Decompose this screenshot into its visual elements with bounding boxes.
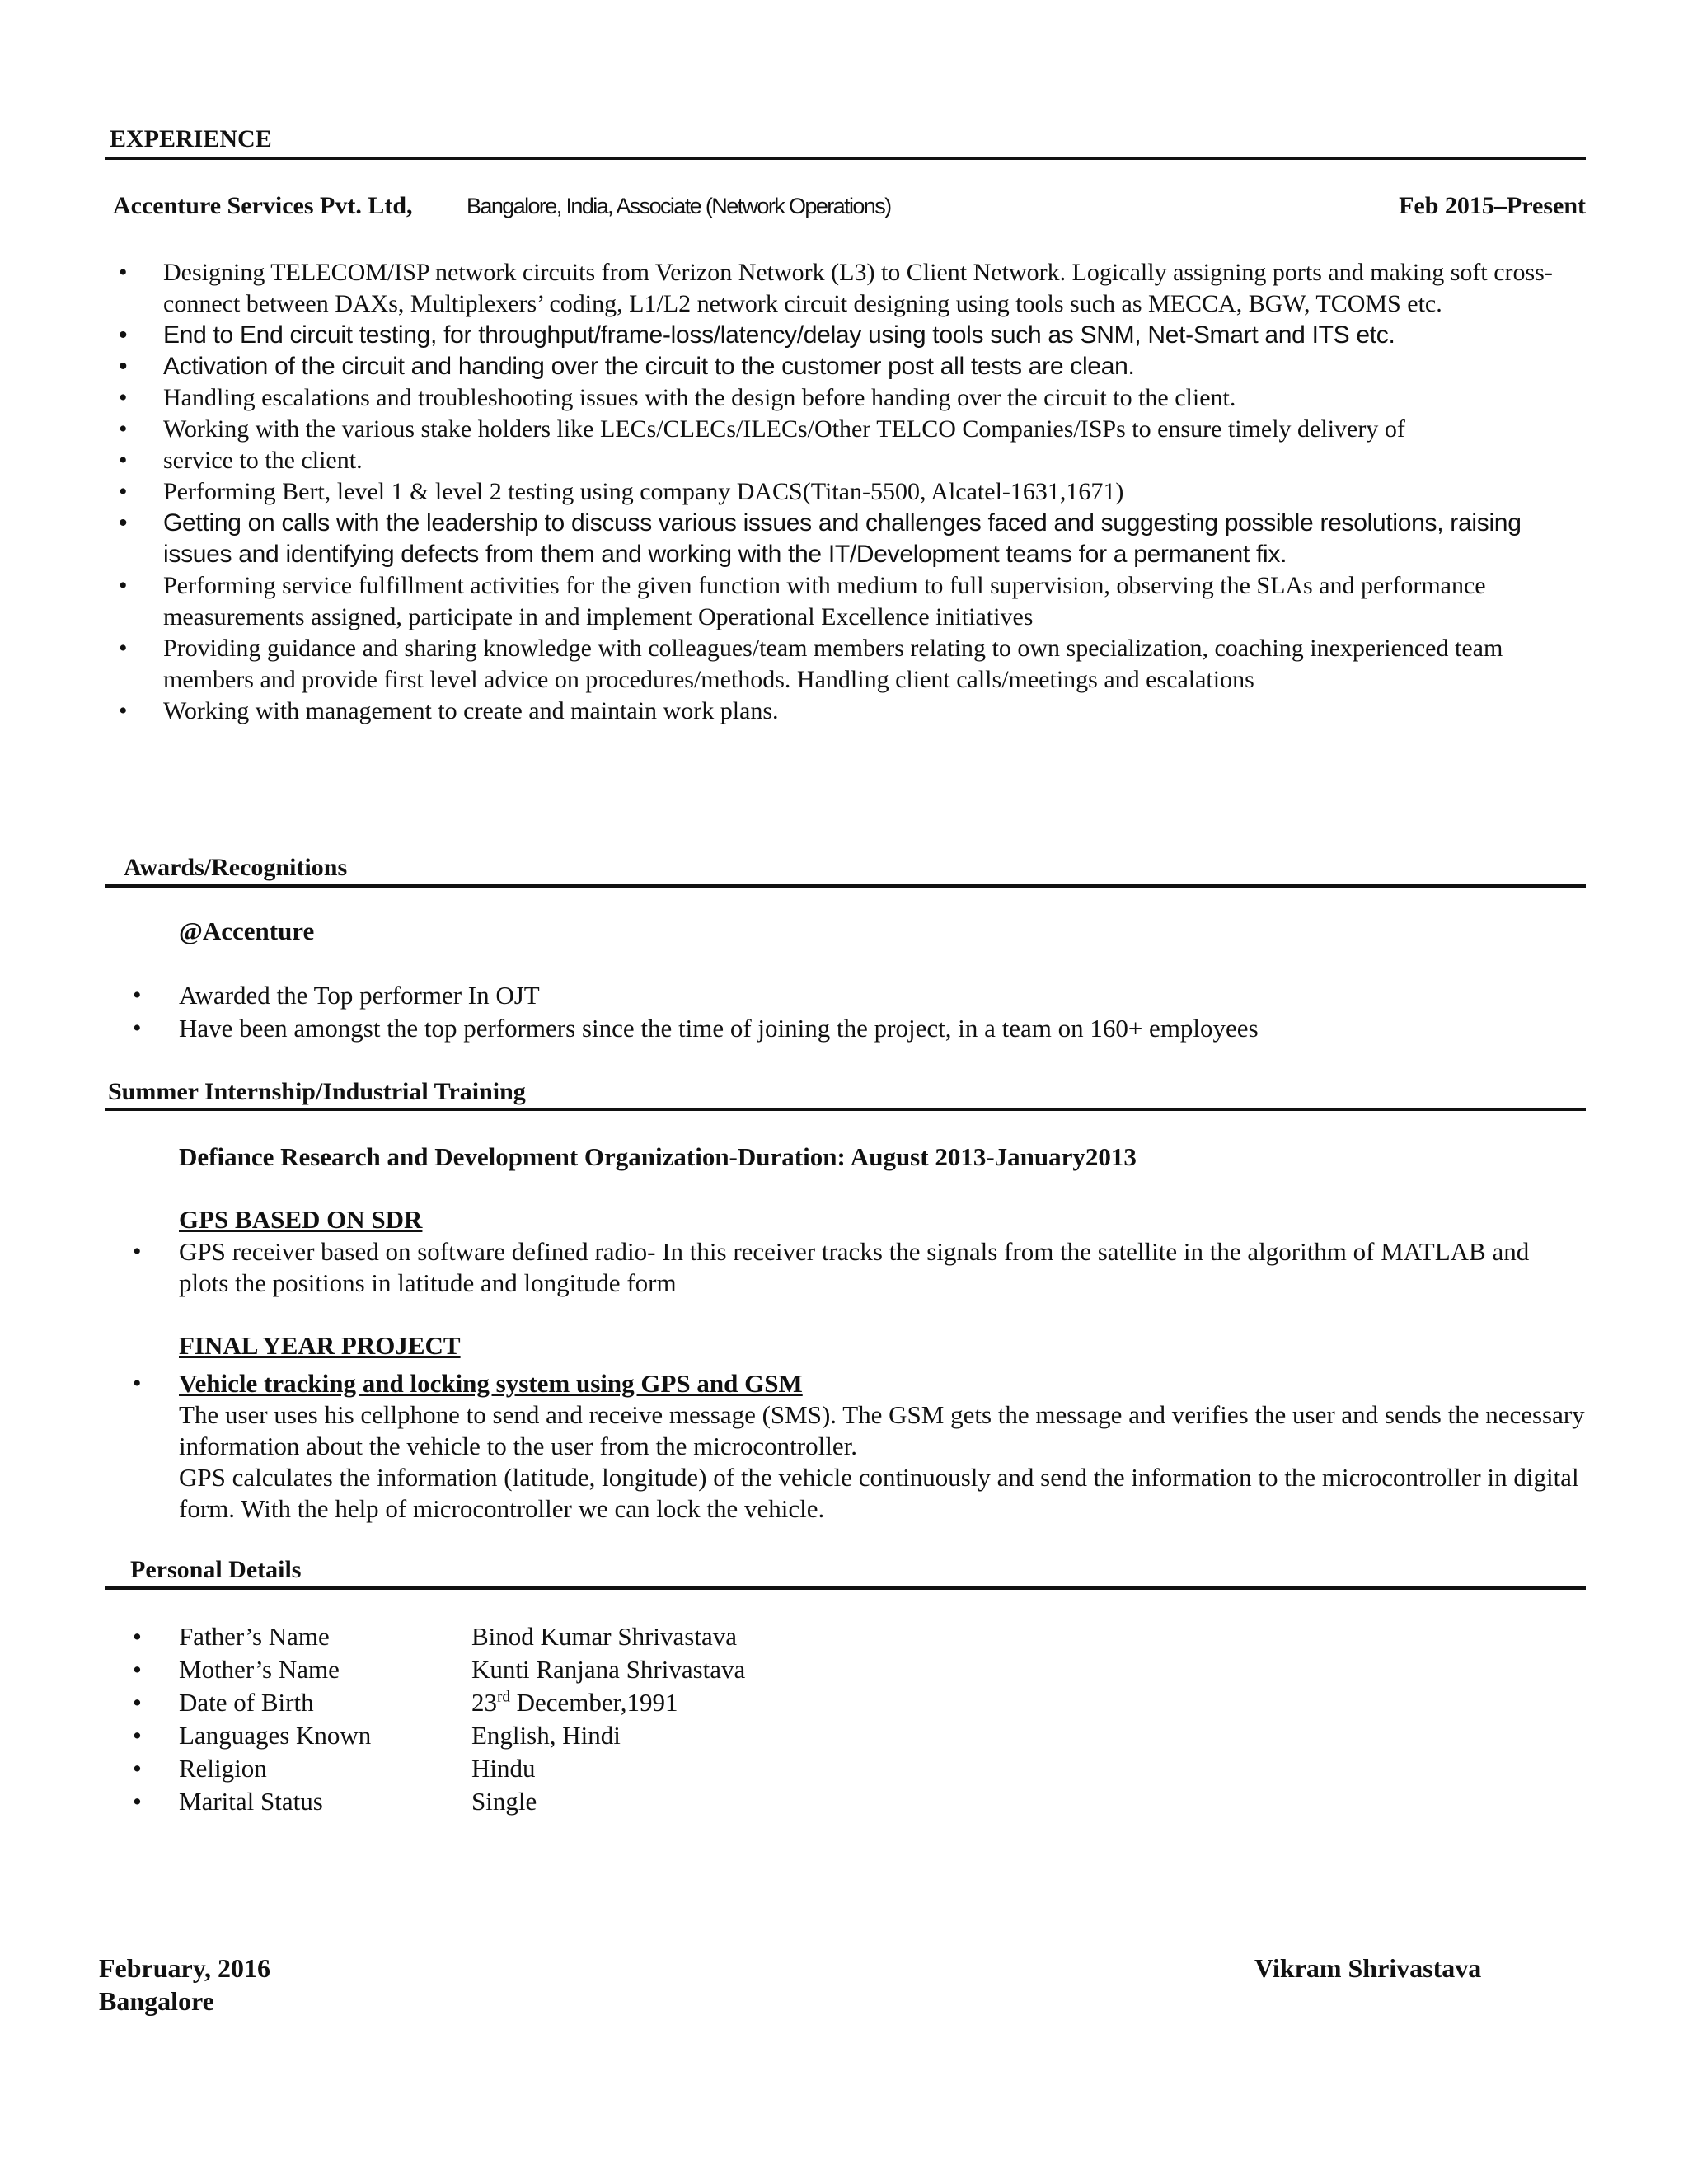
experience-rule xyxy=(106,157,1586,160)
personal-value: Single xyxy=(471,1787,537,1816)
personal-row-dob xyxy=(133,1688,1003,1721)
awards-subheading: @Accenture xyxy=(179,916,315,945)
bullet-icon: • xyxy=(119,259,128,286)
personal-details-heading: Personal Details xyxy=(130,1556,302,1583)
list-item: • Working with management to create and maintain work plans. xyxy=(163,696,1581,727)
list-item xyxy=(133,1368,1597,1525)
list-item: • Getting on calls with the leadership to discuss various issues and challenges faced and suggesting possible resolutions, raising issues and identifying defects from them and working with the IT/Development teams for a permanent fix. xyxy=(119,509,1522,568)
fyp-title: Vehicle tracking and locking system using GPS and GSM xyxy=(179,1369,803,1398)
bullet-icon: • xyxy=(133,1622,142,1651)
list-item: • GPS receiver based on software defined radio- In this receiver tracks the signals from the satellite in the algorithm of MATLAB and plots the positions in latitude and longitude form xyxy=(133,1237,1530,1297)
bullet-icon: • xyxy=(119,697,128,724)
bullet-icon: • xyxy=(133,1688,142,1717)
fyp-description-1: The user uses his cellphone to send and receive message (SMS). The GSM gets the message and verifies the user and sends the necessary information about the vehicle to the user from the microcontroller. xyxy=(179,1400,1585,1460)
personal-value: Kunti Ranjana Shrivastava xyxy=(471,1655,746,1684)
job-location-role: Bangalore, India, Associate (Network Operations) xyxy=(467,194,891,218)
gps-project-heading: GPS BASED ON SDR xyxy=(179,1205,423,1234)
personal-value: English, Hindi xyxy=(471,1721,621,1750)
list-item: • Designing TELECOM/ISP network circuits from Verizon Network (L3) to Client Network. Logically assigning ports and making soft cross-connect between DAXs, Multiplexers’ coding, L1/L2 network circuit designing using tools such as MECCA, BGW, TCOMS etc. xyxy=(119,259,1553,317)
personal-label: Date of Birth xyxy=(179,1688,314,1717)
list-item: • Awarded the Top performer In OJT xyxy=(179,979,1580,1012)
personal-row-religion xyxy=(133,1754,1003,1787)
footer-date: February, 2016 xyxy=(99,1953,270,1983)
job-company: Accenture Services Pvt. Ltd, xyxy=(113,192,413,219)
fyp-bullet-list xyxy=(133,1368,1597,1525)
personal-label: Marital Status xyxy=(179,1787,323,1816)
personal-row-marital-status xyxy=(133,1787,1003,1820)
bullet-icon: • xyxy=(133,1015,142,1042)
personal-label: Mother’s Name xyxy=(179,1655,340,1684)
fyp-description-2: GPS calculates the information (latitude, longitude) of the vehicle continuously and send the information to the microcontroller in digital form. With the help of microcontroller we can lock the vehicle. xyxy=(179,1463,1579,1523)
list-item: • Handling escalations and troubleshooting issues with the design before handing over the circuit to the client. xyxy=(163,382,1581,414)
internship-rule xyxy=(106,1108,1586,1111)
bullet-icon: • xyxy=(133,1238,142,1265)
footer-place: Bangalore xyxy=(99,1986,214,2016)
personal-label: Father’s Name xyxy=(179,1622,330,1651)
bullet-icon: • xyxy=(133,1370,142,1397)
awards-bullet-list xyxy=(133,979,1580,1045)
bullet-icon: • xyxy=(119,572,128,599)
personal-value: Hindu xyxy=(471,1754,536,1783)
bullet-icon: • xyxy=(133,1754,142,1783)
bullet-icon: • xyxy=(119,635,128,662)
bullet-icon: • xyxy=(133,1655,142,1684)
personal-value: 23rd December,1991 xyxy=(471,1688,678,1717)
list-item: • Have been amongst the top performers since the time of joining the project, in a team on 160+ employees xyxy=(179,1012,1580,1045)
personal-label: Religion xyxy=(179,1754,267,1783)
list-item: • service to the client. xyxy=(163,445,1581,476)
list-item: • Performing service fulfillment activities for the given function with medium to full supervision, observing the SLAs and performance measurements assigned, participate in and implement Operational Excellence initiatives xyxy=(119,572,1486,630)
bullet-icon: • xyxy=(119,384,128,411)
personal-value: Binod Kumar Shrivastava xyxy=(471,1622,738,1651)
list-item: • Performing Bert, level 1 & level 2 testing using company DACS(Titan-5500, Alcatel-1631,1671) xyxy=(163,476,1581,508)
bullet-icon: • xyxy=(133,1787,142,1816)
bullet-icon: • xyxy=(119,321,128,349)
bullet-icon: • xyxy=(133,982,142,1009)
personal-label: Languages Known xyxy=(179,1721,372,1750)
personal-details-rule xyxy=(106,1586,1586,1590)
bullet-icon: • xyxy=(119,447,128,474)
bullet-icon: • xyxy=(119,353,128,380)
job-dates: Feb 2015–Present xyxy=(1399,192,1586,219)
gps-bullet-list xyxy=(133,1236,1580,1299)
bullet-icon: • xyxy=(119,509,128,537)
list-item: • Providing guidance and sharing knowledge with colleagues/team members relating to own specialization, coaching inexperienced team members and provide first level advice on procedures/methods. Handling client calls/meetings and escalations xyxy=(119,635,1503,693)
list-item: • Activation of the circuit and handing over the circuit to the customer post all tests are clean. xyxy=(163,351,1581,382)
internship-org: Defiance Research and Development Organization-Duration: August 2013-January2013 xyxy=(179,1142,1137,1171)
awards-heading: Awards/Recognitions xyxy=(124,854,348,881)
list-item: • End to End circuit testing, for throughput/frame-loss/latency/delay using tools such as SNM, Net-Smart and ITS etc. xyxy=(163,320,1581,351)
personal-row-mother xyxy=(133,1655,1003,1688)
personal-row-father xyxy=(133,1622,1003,1655)
bullet-icon: • xyxy=(119,415,128,443)
experience-bullet-list xyxy=(119,257,1581,727)
experience-heading: EXPERIENCE xyxy=(110,125,272,152)
bullet-icon: • xyxy=(119,478,128,505)
footer-signature-name: Vikram Shrivastava xyxy=(1254,1953,1482,1983)
bullet-icon: • xyxy=(133,1721,142,1750)
awards-rule xyxy=(106,884,1586,888)
final-year-project-heading: FINAL YEAR PROJECT xyxy=(179,1331,461,1360)
personal-row-languages xyxy=(133,1721,1003,1754)
list-item: • Working with the various stake holders like LECs/CLECs/ILECs/Other TELCO Companies/ISPs to ensure timely delivery of xyxy=(163,414,1581,445)
internship-heading: Summer Internship/Industrial Training xyxy=(108,1078,526,1105)
